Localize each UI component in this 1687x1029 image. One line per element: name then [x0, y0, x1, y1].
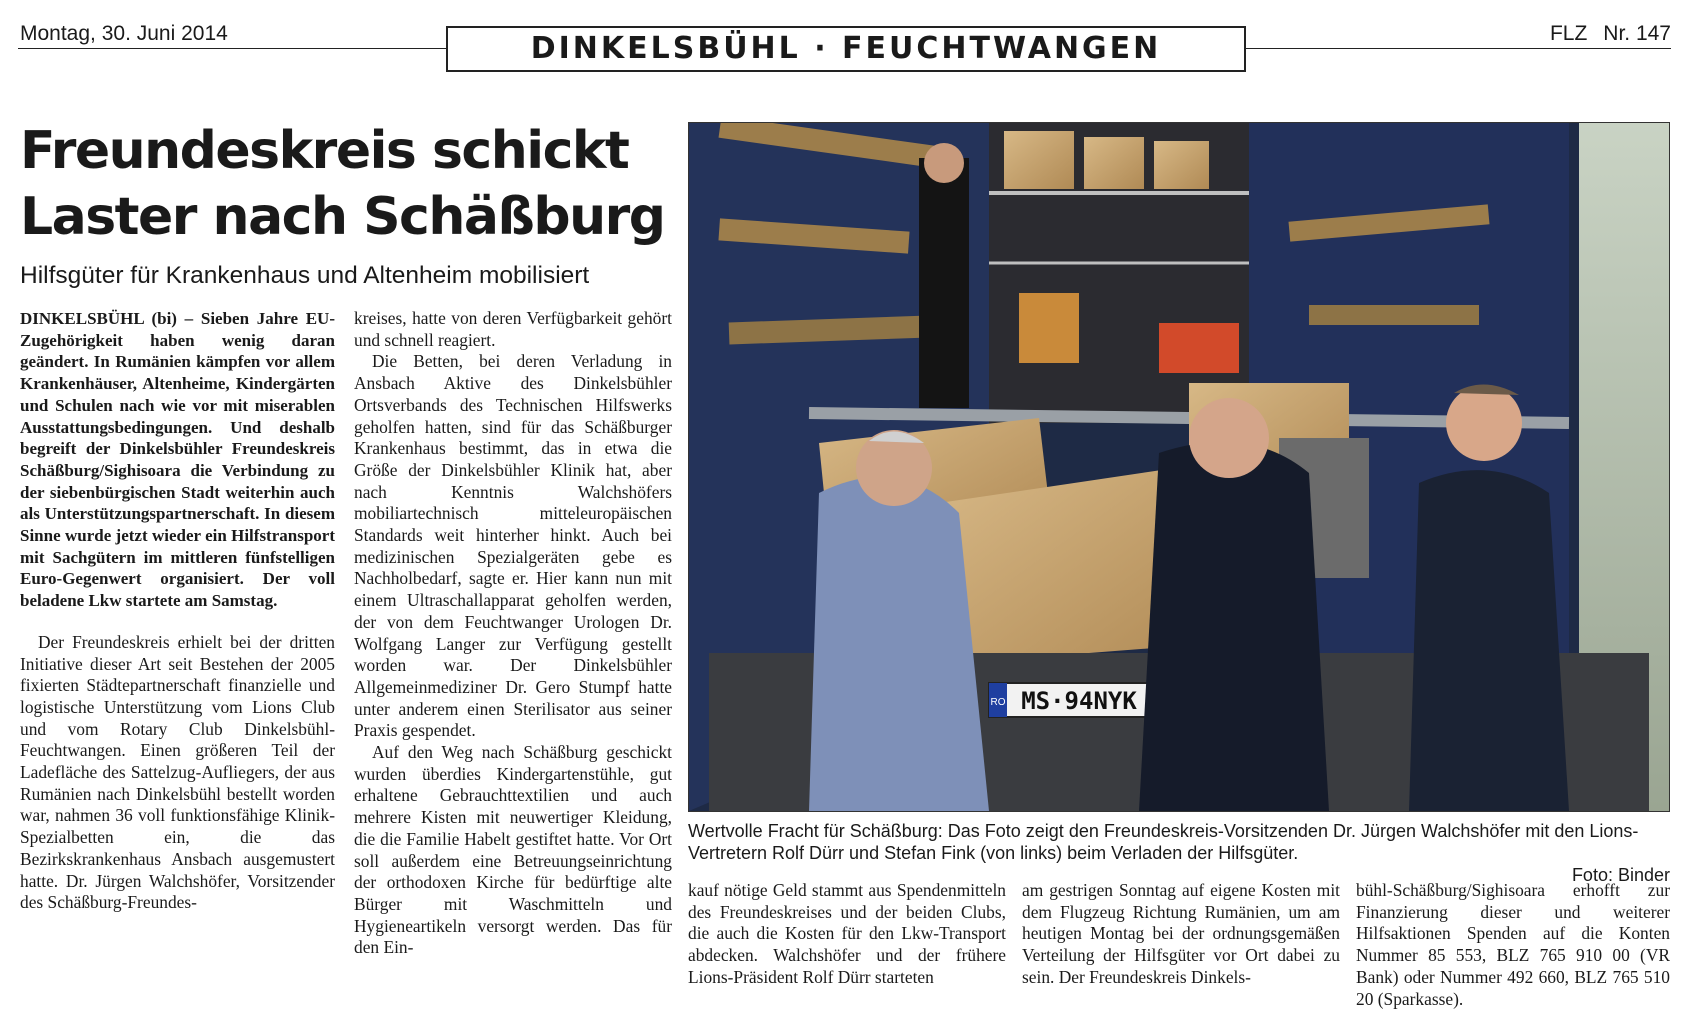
- plate-country-text: RO: [990, 697, 1006, 708]
- body-paragraph: Die Betten, bei deren Verladung in Ansbach Aktive des Dinkelsbühler Ortsverbands des Technischen Hilfswerks geholfen hatten, sind für das Schäßburger Krankenhaus bestimmt, das in etwa die Größe der Dinkelsbühler Klinik hat, aber nach Kenntnis Walchshöfers mobiliartechnisch mitteleuropäischen Standards weit hinterher hinkt. Auch bei medizinischen Spezialgeräten gebe es Nachholbedarf, sagte er. Hier kann nun mit einem Ultraschallapparat geholfen werden, der von dem Feuchtwanger Urologen Dr. Wolfgang Langer zur Verfügung gestellt worden war. Der Dinkelsbühler Allgemeinmediziner Dr. Gero Stumpf hatte unter anderem einen Sterilisator aus seiner Praxis gespendet.: [354, 351, 672, 741]
- license-plate-text: MS·94NYK: [1021, 687, 1137, 715]
- subhead: Hilfsgüter für Krankenhaus und Altenheim mobilisiert: [20, 262, 590, 289]
- article-photo: [688, 122, 1670, 812]
- truck-loading-photo: [689, 123, 1669, 811]
- body-paragraph: Auf den Weg nach Schäßburg geschickt wurden überdies Kindergartenstühle, gut erhaltene Gebrauchttextilien und auch mehrere Kisten mit neuwertiger Kleidung, die die Familie Habelt gestiftet hatte. Vor Ort soll außerdem eine Betreuungseinrichtung der orthodoxen Kirche für bedürftige alte Bürger mit Waschmitteln und Hygieneartikeln versorgt werden. Das für den Ein-: [354, 742, 672, 958]
- text-column-3: [688, 880, 1006, 989]
- photo-caption: [688, 820, 1670, 886]
- caption-text: Wertvolle Fracht für Schäßburg: Das Foto zeigt den Freundeskreis-Vorsitzenden Dr. Jürgen Walchshöfer mit den Lions-Vertretern Rolf Dürr und Stefan Fink (von links) beim Verladen der Hilfsgüter.: [688, 821, 1639, 863]
- photo-credit: Foto: Binder: [1571, 865, 1670, 885]
- text-column-5: [1356, 880, 1670, 1010]
- section-title: DINKELSBÜHL · FEUCHTWANGEN: [446, 26, 1246, 72]
- body-paragraph: kreises, hatte von deren Verfügbarkeit gehört und schnell reagiert.: [354, 308, 672, 350]
- lead-paragraph: DINKELSBÜHL (bi) – Sieben Jahre EU-Zugehörigkeit haben wenig daran geändert. In Rumänien kämpfen vor allem Krankenhäuser, Altenheime, Kindergärten und Schulen nach wie vor mit miserablen Ausstattungsbedingungen. Und deshalb begreift der Dinkelsbühler Freundeskreis Schäßburg/Sighisoara die Verbindung zu der siebenbürgischen Stadt weiterhin auch als Unterstützungspartnerschaft. In diesem Sinne wurde jetzt wieder ein Hilfstransport mit Sachgütern im mittleren fünfstelligen Euro-Gegenwert organisiert. Der voll beladene Lkw startete am Samstag.: [20, 309, 335, 611]
- paper-name: FLZ: [1549, 22, 1588, 45]
- headline-line-1: Freundeskreis schickt: [20, 121, 629, 181]
- text-column-2: [354, 308, 672, 959]
- header-issue: [1550, 22, 1671, 46]
- headline: [20, 118, 670, 250]
- body-paragraph: Der Freundeskreis erhielt bei der dritten Initiative dieser Art seit Bestehen der 2005 fixierten Städtepartnerschaft finanzielle und logistische Unterstützung vom Lions Club und vom Rotary Club Dinkelsbühl-Feuchtwangen. Einen größeren Teil der Ladefläche des Sattelzug-Aufliegers, der aus Rumänien nach Dinkelsbühl bestellt worden war, nahmen 36 voll funktionsfähige Klinik-Spezialbetten ein, die das Bezirkskrankenhaus Ansbach ausgemustert hatte. Dr. Jürgen Walchshöfer, Vorsitzender des Schäßburg-Freundes-: [20, 631, 335, 913]
- headline-line-2: Laster nach Schäßburg: [20, 187, 665, 247]
- body-paragraph: bühl-Schäßburg/Sighisoara erhofft zur Finanzierung dieser und weiterer Hilfsaktionen Spenden auf die Konten Nummer 85 553, BLZ 765 910 00 (VR Bank) oder Nummer 492 660, BLZ 765 510 20 (Sparkasse).: [1356, 880, 1670, 1009]
- issue-number: Nr. 147: [1603, 22, 1671, 45]
- header-date: Montag, 30. Juni 2014: [20, 22, 228, 45]
- body-paragraph: am gestrigen Sonntag auf eigene Kosten mit dem Flugzeug Richtung Rumänien, um am heutigen Montag bei der ordnungsgemäßen Verteilung der Hilfsgüter vor Ort dabei zu sein. Der Freundeskreis Dinkels-: [1022, 880, 1340, 987]
- body-paragraph: kauf nötige Geld stammt aus Spendenmitteln des Freundeskreises und der beiden Clubs, die auch die Kosten für den Lkw-Transport abdecken. Walchshöfer und der frühere Lions-Präsident Rolf Dürr starteten: [688, 880, 1006, 987]
- text-column-4: [1022, 880, 1340, 989]
- text-column-1: [20, 308, 335, 914]
